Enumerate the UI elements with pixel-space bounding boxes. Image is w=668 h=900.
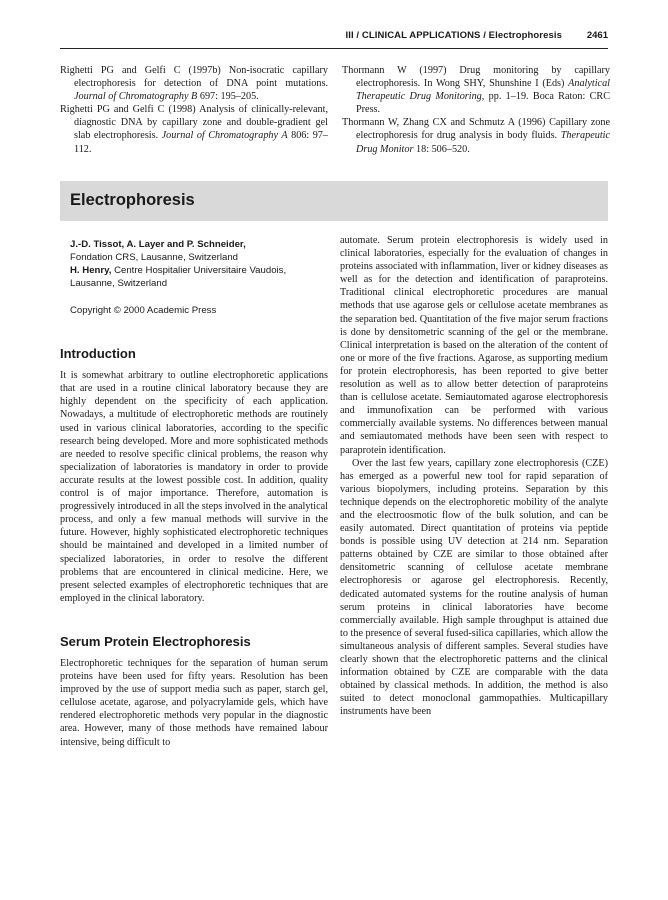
author-block — [70, 238, 328, 290]
reference-item: Righetti PG and Gelfi C (1998) Analysis of clinically-relevant, diagnostic DNA by capillary zone and double-gradient gel slab electrophoresis. Journal of Chromatography A 806: 97–112. — [60, 104, 328, 155]
copyright-notice: Copyright © 2000 Academic Press — [70, 305, 217, 316]
body-paragraph: automate. Serum protein electrophoresis is widely used in clinical laboratories, especially for the evaluation of changes in proteins associated with inflammation, liver or kidney diseases as well as for the detection and identification of paraproteins. Traditional clinical electrophoretic procedures are manual methods that use agarose gels or cellulose acetate membranes as the separation bed. Quantitation of the five major serum fractions is done by densitometric scanning of the gel or the membrane. Clinical interpretation is based on the alteration of the content of one or more of the five fractions. Agarose, as supporting medium for protein electrophoresis, has been reported to give better resolution as well as to allow better detection of paraproteins than is cellulose acetate. Semiautomated agarose electrophoresis and immunofixation can be performed with various commercially available systems. No differences between manual and semiautomated methods have been seen with respect to paraprotein identification. — [340, 235, 608, 456]
reference-item: Thormann W, Zhang CX and Schmutz A (1996) Capillary zone electrophoresis for drug analysis in body fluids. Therapeutic Drug Monitor 18: 506–520. — [342, 117, 610, 155]
reference-item: Thormann W (1997) Drug monitoring by capillary electrophoresis. In Wong SHY, Shunshine I (Eds) Analytical Therapeutic Drug Monitoring, pp. 1–19. Boca Raton: CRC Press. — [342, 65, 611, 116]
reference-column-right — [342, 64, 610, 156]
serum-protein-heading: Serum Protein Electrophoresis — [60, 633, 251, 649]
page-number: 2461 — [586, 30, 608, 41]
body-column-left — [60, 234, 328, 749]
article-title-band — [60, 181, 608, 221]
page-header — [60, 28, 608, 49]
reference-item: Righetti PG and Gelfi C (1997b) Non-isocratic capillary electrophoresis for detection of DNA point mutations. Journal of Chromatography B 697: 195–205. — [60, 65, 328, 103]
introduction-heading: Introduction — [60, 346, 136, 362]
introduction-paragraph: It is somewhat arbitrary to outline electrophoretic applications that are used in a routine clinical laboratory because they are highly dependent on the specificity of each application. Nowadays, a multitude of electrophoretic methods are routinely used in various clinical laboratories, according to the specific research being developed. More and more sophisticated methods are needed to resolve specific clinical problems, the reason why specialization of laboratories is mandatory in order to provide accurate results at the lowest possible cost. In addition, quality control is of major importance. Therefore, automation is progressively introduced in all the steps involved in the analytical process, and only a few manual methods will survive in the future. However, highly sophisticated electrophoretic techniques should be maintained and developed in a limited number of specialized laboratories, in order to resolve the different problems that are encountered in clinical medicine. Here, we present selected examples of electrophoretic techniques that are employed in the clinical laboratory. — [60, 370, 328, 604]
serum-protein-paragraph: Electrophoretic techniques for the separation of human serum proteins have been used for fifty years. Resolution has been improved by the use of support media such as paper, starch gel, cellulose acetate, agarose, and polyacrylamide gels, which have rendered electrophoretic methods very popular in the diagnostic area. However, many of those methods have remained labour intensive, being difficult to — [60, 657, 328, 748]
affiliation-1: Fondation CRS, Lausanne, Switzerland — [70, 252, 238, 263]
authors-1: J.-D. Tissot, A. Layer and P. Schneider, — [70, 239, 246, 250]
authors-2: H. Henry, — [70, 265, 112, 276]
body-paragraph: Over the last few years, capillary zone electrophoresis (CZE) has emerged as a powerful new tool for rapid separation of various biopolymers, including proteins. Separation by this technique depends on the electrophoretic mobility of the analyte and the electroosmotic flow of the bulk solution, and can be easily automated. Direct quantitation of proteins via peptide bonds is possible using UV detection at 214 nm. Separation patterns obtained by CZE are similar to those obtained after densitometric scanning of cellulose acetate membrane electrophoresis or agarose gel electrophoresis. Recently, dedicated automated systems for the routine analysis of human serum proteins in clinical laboratories have become commercially available. High sample throughput is attained due to the presence of several fused-silica capillaries, which allow the simultaneous analysis of different samples. Several studies have clearly shown that the electrophoretic patterns and the clinical information obtained by CZE are comparable with the data obtained by classical methods. In addition, the method is also suited to detect monoclonal gammopathies. Multicapillary instruments have been — [340, 457, 608, 718]
article-title: Electrophoresis — [70, 191, 195, 209]
body-column-right — [340, 234, 608, 718]
reference-column-left — [60, 64, 328, 156]
running-head: III / CLINICAL APPLICATIONS / Electrophoresis — [345, 30, 562, 41]
affiliation-2: Centre Hospitalier Universitaire Vaudois, Lausanne, Switzerland — [70, 265, 287, 289]
